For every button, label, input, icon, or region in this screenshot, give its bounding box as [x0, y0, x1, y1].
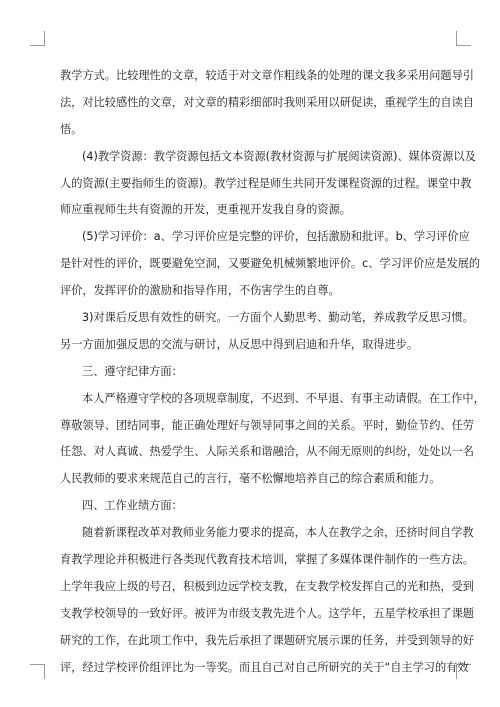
- text-line: 悟。: [60, 122, 83, 136]
- paragraph-discipline: [60, 386, 485, 494]
- text-line: 上学年我应上级的号召，积极到边远学校支教，在支教学校发挥自己的光和热，受到: [60, 579, 474, 593]
- text-line: 本人严格遵守学校的各项规章制度，不迟到、不早退、有事主动请假。在工作中，: [82, 391, 485, 405]
- crop-mark-top-right: [456, 31, 471, 46]
- paragraph-teaching-resources: [60, 144, 476, 225]
- paragraph-learning-evaluation: [60, 224, 481, 305]
- crop-mark-bottom-left: [30, 664, 45, 679]
- section-heading: 三、遵守纪律方面：: [82, 364, 183, 378]
- paragraph-teaching-method: [60, 63, 474, 144]
- text-line: 尊敬领导、团结同事，能正确处理好与领导同事之间的关系。平时，勤俭节约、任劳: [60, 418, 474, 432]
- text-line: 另一方面加强反思的交流与研讨，从反思中得到启迪和升华，取得进步。: [60, 337, 419, 351]
- text-line: (4)教学资源：教学资源包括文本资源(教材资源与扩展阅读资源)、媒体资源以及: [82, 149, 476, 163]
- text-line: 教学方式。比较理性的文章，较适于对文章作粗线条的处理的课文我多采用问题导引: [60, 69, 474, 82]
- section-heading: 四、工作业绩方面：: [82, 499, 183, 513]
- text-line: 评，经过学校评价组评比为一等奖。而且自己对自己所研究的关于“自主学习的有效: [60, 660, 469, 674]
- text-line: 育教学理论并积极进行各类现代教育技术培训，掌握了多媒体课件制作的一些方法。: [60, 553, 474, 567]
- text-line: 任怨、对人真诚、热爱学生、人际关系和谐融洽，从不闹无原则的纠纷，处处以一名: [60, 445, 474, 459]
- text-line: 研究的工作，在此项工作中，我先后承担了课题研究展示课的任务，并受到领导的好: [60, 633, 474, 647]
- text-line: 人的资源(主要指师生的资源)。教学过程是师生共同开发课程资源的过程。课堂中教: [60, 176, 472, 190]
- paragraph-reflection: [60, 305, 474, 359]
- crop-mark-top-left: [30, 31, 45, 46]
- text-line: 法，对比较感性的文章，对文章的精彩细部时我则采用以研促读，重视学生的自读自: [60, 95, 474, 109]
- text-line: 人民教师的要求来规范自己的言行，毫不松懈地培养自己的综合素质和能力。: [60, 472, 441, 486]
- text-line: (5)学习评价：a、学习评价应是完整的评价，包括激励和批评。b、学习评价应: [82, 230, 470, 244]
- text-line: 是针对性的评价，既要避免空洞，又要避免机械频繁地评价。c、学习评价应是发展的: [60, 257, 481, 271]
- text-line: 3)对课后反思有效性的研究。一方面个人勤思考、勤动笔，养成教学反思习惯。: [82, 311, 474, 325]
- text-line: 师应重视师生共有资源的开发，更重视开发我自身的资源。: [60, 203, 351, 217]
- paragraph-performance: [60, 520, 474, 681]
- text-line: 评价，发挥评价的激励和指导作用，不伤害学生的自尊。: [60, 284, 340, 298]
- document-body: [60, 63, 485, 681]
- section-heading-discipline: [60, 359, 444, 386]
- text-line: 支教学校领导的一致好评。被评为市级支教先进个人。这学年，五星学校承担了课题: [60, 606, 474, 620]
- section-heading-performance: [60, 493, 444, 520]
- text-line: 随着新课程改革对教师业务能力要求的提高，本人在教学之余，还挤时间自学教: [82, 526, 474, 540]
